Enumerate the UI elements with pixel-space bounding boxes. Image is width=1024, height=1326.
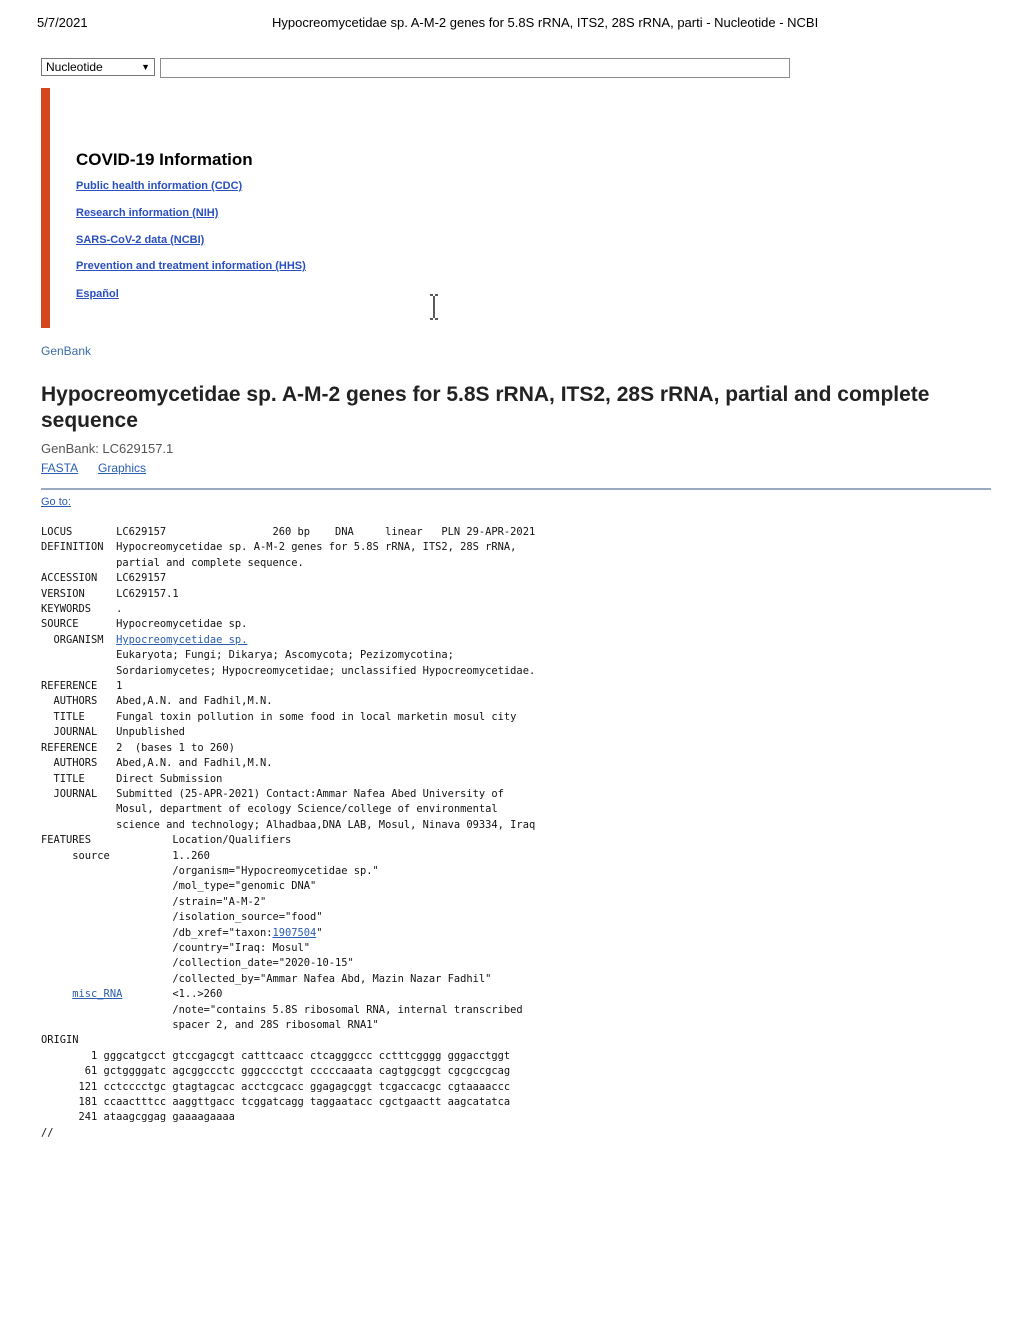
- record-link[interactable]: misc_RNA: [72, 988, 123, 1001]
- record-line: AUTHORS Abed,A.N. and Fadhil,M.N.: [41, 757, 273, 770]
- record-line: /strain="A-M-2": [41, 895, 267, 908]
- covid-link-ncbi[interactable]: SARS-CoV-2 data (NCBI): [76, 234, 205, 246]
- record-line: ORGANISM: [41, 633, 117, 646]
- print-page-title: Hypocreomycetidae sp. A-M-2 genes for 5.8S rRNA, ITS2, 28S rRNA, parti - Nucleotide - NCBI: [272, 15, 819, 30]
- genbank-flat-file: [41, 525, 535, 1141]
- record-line: 181 ccaactttcc aaggttgacc tcggatcagg taggaatacc cgctgaactt aagcatatca: [41, 1096, 511, 1109]
- fasta-link[interactable]: FASTA: [41, 461, 79, 475]
- database-name: GenBank: [41, 344, 92, 358]
- record-line: REFERENCE 2 (bases 1 to 260): [41, 741, 235, 754]
- record-line: /country="Iraq: Mosul": [41, 941, 310, 954]
- record-line: 61 gctggggatc agcggccctc gggcccctgt cccccaaata cagtggcggt cgcgccgcag: [41, 1065, 511, 1078]
- covid-link-espanol[interactable]: Español: [76, 288, 119, 300]
- database-select[interactable]: [41, 58, 155, 76]
- record-line: FEATURES Location/Qualifiers: [41, 834, 292, 847]
- record-line: AUTHORS Abed,A.N. and Fadhil,M.N.: [41, 695, 273, 708]
- covid-accent-bar: [41, 88, 50, 328]
- record-line: DEFINITION Hypocreomycetidae sp. A-M-2 genes for 5.8S rRNA, ITS2, 28S rRNA,: [41, 541, 517, 554]
- chevron-down-icon: ▼: [141, 62, 150, 72]
- record-line: KEYWORDS .: [41, 603, 123, 616]
- record-line: TITLE Fungal toxin pollution in some food in local marketin mosul city: [41, 710, 517, 723]
- covid-link-nih[interactable]: Research information (NIH): [76, 207, 219, 219]
- record-line: [41, 988, 72, 1000]
- record-line: 121 cctcccctgc gtagtagcac acctcgcacc ggagagcggt tcgaccacgc cgtaaaaccc: [41, 1080, 511, 1093]
- record-line: /note="contains 5.8S ribosomal RNA, internal transcribed: [41, 1003, 523, 1016]
- record-line: ORIGIN: [41, 1034, 117, 1047]
- record-link[interactable]: Hypocreomycetidae sp.: [116, 633, 248, 646]
- accession-line: GenBank: LC629157.1: [41, 441, 174, 456]
- database-select-value: Nucleotide: [46, 60, 103, 74]
- covid-link-cdc[interactable]: Public health information (CDC): [76, 180, 243, 192]
- record-line: ACCESSION LC629157: [41, 572, 167, 585]
- record-line-tail: <1..>260: [122, 988, 223, 1001]
- record-line: 1 gggcatgcct gtccgagcgt catttcaacc ctcagggccc cctttcgggg gggacctggt: [41, 1049, 511, 1062]
- print-date: 5/7/2021: [37, 15, 88, 30]
- search-input[interactable]: [160, 58, 790, 78]
- record-line: Mosul, department of ecology Science/college of environmental: [41, 803, 498, 816]
- record-line: /collection_date="2020-10-15": [41, 957, 354, 970]
- record-line: /mol_type="genomic DNA": [41, 880, 317, 893]
- record-line: /isolation_source="food": [41, 911, 323, 924]
- record-line: TITLE Direct Submission: [41, 772, 223, 785]
- covid-title: COVID-19 Information: [76, 150, 253, 169]
- record-line: //: [41, 1126, 54, 1139]
- record-line: /collected_by="Ammar Nafea Abd, Mazin Nazar Fadhil": [41, 972, 492, 985]
- goto-link[interactable]: Go to:: [41, 496, 71, 508]
- record-title: Hypocreomycetidae sp. A-M-2 genes for 5.8S rRNA, ITS2, 28S rRNA, partial and complete sequence: [41, 383, 930, 432]
- record-line: source 1..260: [41, 849, 210, 862]
- text-cursor-icon: [428, 294, 440, 320]
- record-line: VERSION LC629157.1: [41, 587, 179, 600]
- record-line: partial and complete sequence.: [41, 556, 304, 569]
- record-line: Sordariomycetes; Hypocreomycetidae; unclassified Hypocreomycetidae.: [41, 664, 536, 677]
- record-line: /db_xref="taxon:: [41, 926, 273, 939]
- record-line: spacer 2, and 28S ribosomal RNA1": [41, 1019, 379, 1031]
- record-line: JOURNAL Unpublished: [41, 726, 185, 739]
- record-line: 241 ataagcggag gaaaagaaaa: [41, 1111, 235, 1124]
- record-line: JOURNAL Submitted (25-APR-2021) Contact:Ammar Nafea Abed University of: [41, 787, 504, 800]
- covid-link-hhs[interactable]: Prevention and treatment information (HHS): [76, 260, 306, 272]
- divider: [41, 488, 991, 490]
- record-line: SOURCE Hypocreomycetidae sp.: [41, 618, 248, 631]
- record-line: science and technology; Alhadbaa,DNA LAB, Mosul, Ninava 09334, Iraq: [41, 818, 536, 831]
- record-line-tail: ": [316, 926, 323, 939]
- record-line: REFERENCE 1: [41, 680, 123, 693]
- record-line: Eukaryota; Fungi; Dikarya; Ascomycota; Pezizomycotina;: [41, 649, 454, 662]
- record-link[interactable]: 1907504: [272, 926, 317, 939]
- record-line: /organism="Hypocreomycetidae sp.": [41, 864, 379, 877]
- record-line: LOCUS LC629157 260 bp DNA linear PLN 29-APR-2021: [41, 526, 536, 538]
- graphics-link[interactable]: Graphics: [98, 461, 147, 475]
